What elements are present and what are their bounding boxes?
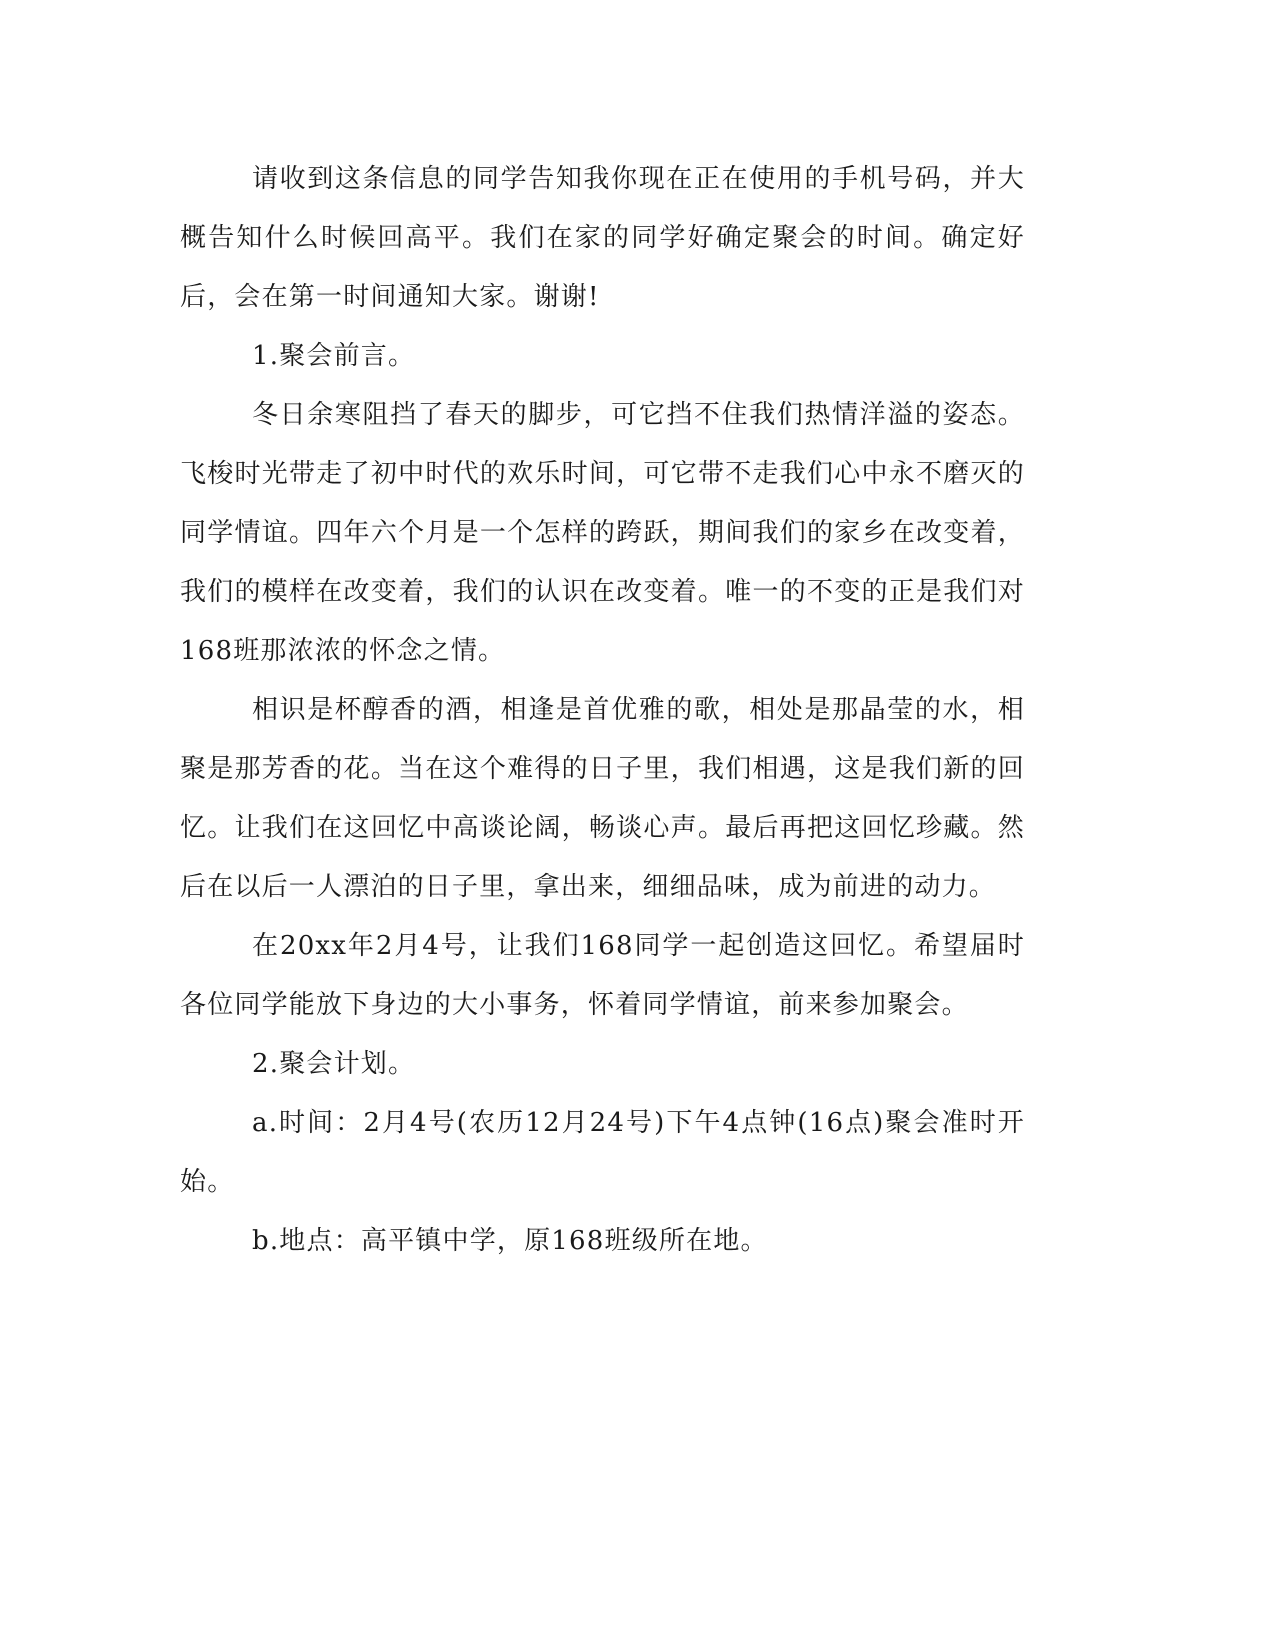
plan-item-time: a.时间：2月4号(农历12月24号)下午4点钟(16点)聚会准时开始。 bbox=[180, 1108, 1025, 1197]
document-body bbox=[180, 150, 1025, 1271]
paragraph-preface-2: 相识是杯醇香的酒，相逢是首优雅的歌，相处是那晶莹的水，相聚是那芳香的花。当在这个难得的日子里，我们相遇，这是我们新的回忆。让我们在这回忆中高谈论阔，畅谈心声。最后再把这回忆珍藏。然后在以后一人漂泊的日子里，拿出来，细细品味，成为前进的动力。 bbox=[180, 695, 1025, 902]
paragraph-notice: 请收到这条信息的同学告知我你现在正在使用的手机号码，并大概告知什么时候回高平。我们在家的同学好确定聚会的时间。确定好后，会在第一时间通知大家。谢谢! bbox=[180, 164, 1025, 312]
heading-plan: 2.聚会计划。 bbox=[252, 1049, 416, 1079]
paragraph-preface-1: 冬日余寒阻挡了春天的脚步，可它挡不住我们热情洋溢的姿态。飞梭时光带走了初中时代的欢乐时间，可它带不走我们心中永不磨灭的同学情谊。四年六个月是一个怎样的跨跃，期间我们的家乡在改变着，我们的模样在改变着，我们的认识在改变着。唯一的不变的正是我们对168班那浓浓的怀念之情。 bbox=[180, 400, 1025, 666]
plan-item-location: b.地点：高平镇中学，原168班级所在地。 bbox=[252, 1226, 768, 1256]
heading-preface: 1.聚会前言。 bbox=[252, 341, 416, 371]
paragraph-preface-3: 在20xx年2月4号，让我们168同学一起创造这回忆。希望届时各位同学能放下身边的大小事务，怀着同学情谊，前来参加聚会。 bbox=[180, 931, 1025, 1020]
